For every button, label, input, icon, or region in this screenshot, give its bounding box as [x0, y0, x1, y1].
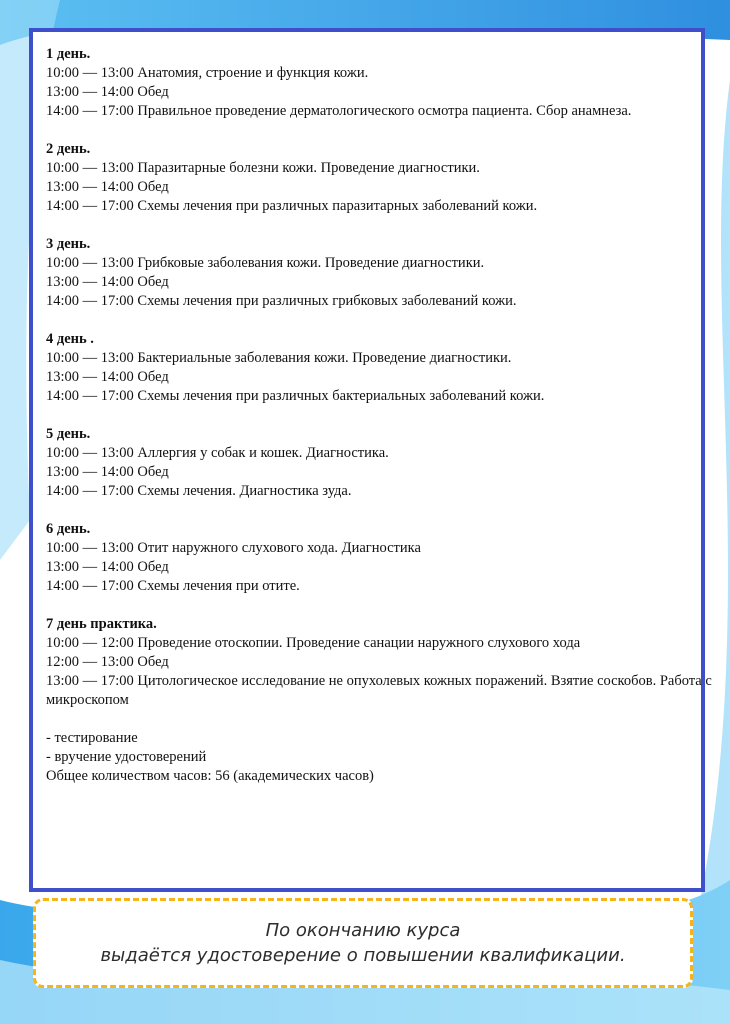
day-title: 4 день .: [46, 331, 94, 347]
schedule-line: 10:00 — 13:00 Бактериальные заболевания кожи. Проведение диагностики.: [46, 350, 512, 366]
schedule-content: [46, 45, 726, 786]
schedule-line: 13:00 — 14:00 Обед: [46, 274, 169, 290]
day-title: 6 день.: [46, 521, 91, 537]
schedule-line: 13:00 — 14:00 Обед: [46, 179, 169, 195]
day-title: 7 день практика.: [46, 616, 157, 632]
schedule-line: 13:00 — 14:00 Обед: [46, 84, 169, 100]
day-title: 5 день.: [46, 426, 91, 442]
schedule-line: 10:00 — 13:00 Паразитарные болезни кожи. Проведение диагностики.: [46, 160, 480, 176]
day-block-6: [46, 520, 726, 596]
schedule-line: 10:00 — 13:00 Аллергия у собак и кошек. Диагностика.: [46, 445, 389, 461]
schedule-line: 13:00 — 14:00 Обед: [46, 464, 169, 480]
schedule-line: 14:00 — 17:00 Схемы лечения при отите.: [46, 578, 300, 594]
schedule-line: 12:00 — 13:00 Обед: [46, 654, 169, 670]
schedule-line: 14:00 — 17:00 Схемы лечения при различных бактериальных заболеваний кожи.: [46, 388, 545, 404]
schedule-line: 14:00 — 17:00 Правильное проведение дерматологического осмотра пациента. Сбор анамнеза.: [46, 103, 632, 119]
total-hours: Общее количеством часов: 56 (академических часов): [46, 768, 374, 784]
schedule-line: 13:00 — 14:00 Обед: [46, 559, 169, 575]
certificate-note-line-2: выдаётся удостоверение о повышении квалификации.: [100, 945, 626, 966]
schedule-line: 14:00 — 17:00 Схемы лечения при различных грибковых заболеваний кожи.: [46, 293, 517, 309]
schedule-line: 10:00 — 13:00 Грибковые заболевания кожи. Проведение диагностики.: [46, 255, 485, 271]
schedule-line: 10:00 — 13:00 Анатомия, строение и функция кожи.: [46, 65, 369, 81]
day-title: 3 день.: [46, 236, 91, 252]
day-block-5: [46, 425, 726, 501]
certificate-note-line-1: По окончанию курса: [265, 920, 461, 941]
day-title: 1 день.: [46, 46, 91, 62]
day-block-1: [46, 45, 726, 121]
extra-line-testing: - тестирование: [46, 730, 138, 746]
schedule-frame: [29, 28, 712, 892]
schedule-line: 14:00 — 17:00 Схемы лечения при различных паразитарных заболеваний кожи.: [46, 198, 538, 214]
schedule-line: 10:00 — 12:00 Проведение отоскопии. Проведение санации наружного слухового хода: [46, 635, 581, 651]
schedule-line: 10:00 — 13:00 Отит наружного слухового хода. Диагностика: [46, 540, 421, 556]
day-block-2: [46, 140, 726, 216]
extra-line-certificates: - вручение удостоверений: [46, 749, 207, 765]
schedule-line: 13:00 — 14:00 Обед: [46, 369, 169, 385]
day-block-3: [46, 235, 726, 311]
schedule-line: 14:00 — 17:00 Схемы лечения. Диагностика зуда.: [46, 483, 352, 499]
day-block-4: [46, 330, 726, 406]
day-block-7: [46, 615, 726, 710]
certificate-note: [33, 898, 693, 988]
course-extras: [46, 729, 726, 786]
schedule-line: 13:00 — 17:00 Цитологическое исследование не опухолевых кожных поражений. Взятие соскобов. Работа с микроскопом: [46, 673, 712, 708]
day-title: 2 день.: [46, 141, 91, 157]
